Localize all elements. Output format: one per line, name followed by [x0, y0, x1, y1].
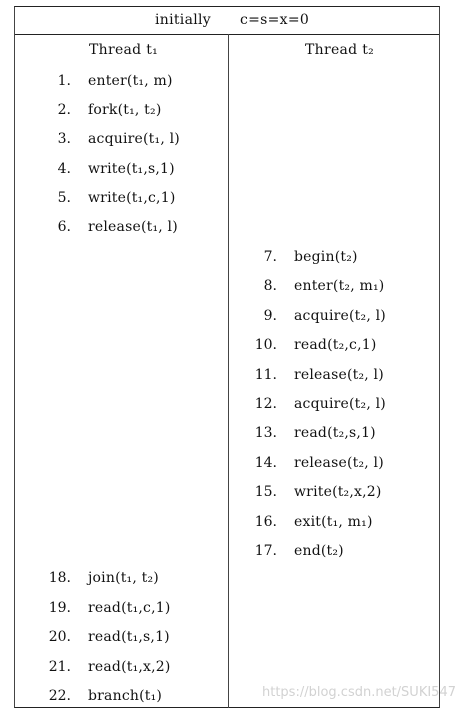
step-number: 1. — [57, 73, 71, 89]
column-divider — [228, 34, 229, 708]
step-number: 22. — [48, 688, 71, 704]
step-number: 2. — [57, 102, 71, 118]
step-operation: write(t₁,c,1) — [88, 190, 176, 206]
step-operation: enter(t₂, m₁) — [294, 278, 385, 294]
step-number: 9. — [263, 308, 277, 324]
step-operation: fork(t₁, t₂) — [88, 102, 162, 118]
step-number: 20. — [48, 629, 71, 645]
step-number: 8. — [263, 278, 277, 294]
step-number: 3. — [57, 131, 71, 147]
step-operation: release(t₁, l) — [88, 219, 178, 235]
thread2-header: Thread t₂ — [305, 42, 375, 58]
thread1-header: Thread t₁ — [89, 42, 159, 58]
step-operation: acquire(t₂, l) — [294, 308, 386, 324]
step-number: 7. — [263, 249, 277, 265]
step-operation: read(t₂,c,1) — [294, 337, 377, 353]
step-operation: begin(t₂) — [294, 249, 358, 265]
step-operation: exit(t₁, m₁) — [294, 514, 373, 530]
step-number: 14. — [254, 455, 277, 471]
step-number: 13. — [254, 425, 277, 441]
step-number: 17. — [254, 543, 277, 559]
trace-table — [14, 6, 440, 708]
initially-row — [15, 7, 439, 35]
step-operation: write(t₂,x,2) — [294, 484, 382, 500]
step-operation: read(t₁,c,1) — [88, 600, 171, 616]
watermark: https://blog.csdn.net/SUKI547 — [262, 685, 456, 700]
step-operation: read(t₁,s,1) — [88, 629, 170, 645]
step-operation: acquire(t₂, l) — [294, 396, 386, 412]
step-number: 19. — [48, 600, 71, 616]
step-number: 12. — [254, 396, 277, 412]
step-number: 16. — [254, 514, 277, 530]
step-number: 6. — [57, 219, 71, 235]
initially-values: c=s=x=0 — [240, 12, 310, 28]
step-number: 21. — [48, 659, 71, 675]
step-operation: join(t₁, t₂) — [88, 570, 159, 586]
step-operation: end(t₂) — [294, 543, 344, 559]
step-operation: read(t₂,s,1) — [294, 425, 376, 441]
step-number: 4. — [57, 161, 71, 177]
step-operation: branch(t₁) — [88, 688, 163, 704]
step-operation: read(t₁,x,2) — [88, 659, 171, 675]
step-number: 10. — [254, 337, 277, 353]
step-number: 11. — [254, 367, 277, 383]
initially-label: initially — [155, 12, 211, 28]
step-operation: acquire(t₁, l) — [88, 131, 180, 147]
step-operation: release(t₂, l) — [294, 455, 384, 471]
step-number: 5. — [57, 190, 71, 206]
step-operation: enter(t₁, m) — [88, 73, 173, 89]
step-operation: write(t₁,s,1) — [88, 161, 175, 177]
step-number: 18. — [48, 570, 71, 586]
step-operation: release(t₂, l) — [294, 367, 384, 383]
step-number: 15. — [254, 484, 277, 500]
